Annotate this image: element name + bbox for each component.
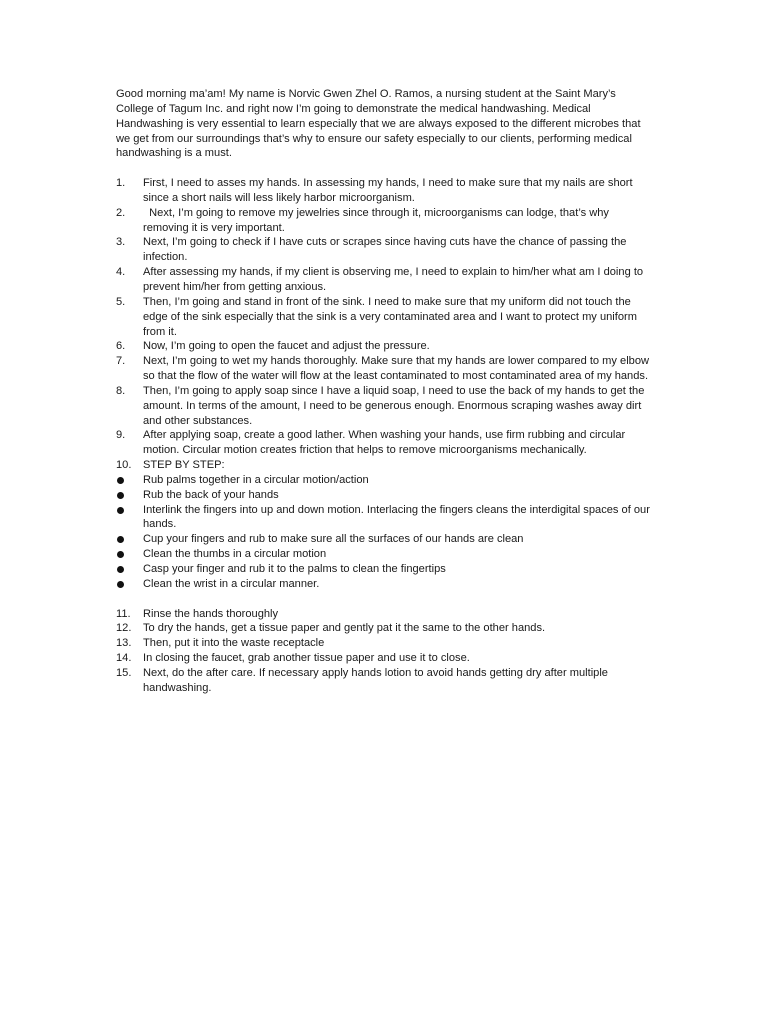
bullet-icon <box>117 581 124 588</box>
step-text: Next, do the after care. If necessary apply hands lotion to avoid hands getting dry after multiple handwashing. <box>143 666 608 694</box>
step-number: 5. <box>116 295 126 308</box>
list-item <box>116 562 656 577</box>
step-text: First, I need to asses my hands. In assessing my hands, I need to make sure that my nails are short since a short nails will less likely harbor microorganism. <box>143 177 633 204</box>
step-text: Then, put it into the waste receptacle <box>143 637 325 650</box>
step-text: STEP BY STEP: <box>143 459 225 472</box>
list-item <box>116 428 656 458</box>
list-item <box>116 206 656 236</box>
bullet-text: Rub palms together in a circular motion/action <box>143 473 369 486</box>
step-text: Next, I’m going to wet my hands thoroughly. Make sure that my hands are lower compared to my elbow so that the flow of the water will flow at the least contaminated to most contaminated area of my hands. <box>143 355 650 383</box>
step-text: Rinse the hands thoroughly <box>143 607 279 620</box>
list-item <box>116 621 656 636</box>
list-item <box>116 235 656 265</box>
list-item <box>116 607 656 622</box>
step-text: After applying soap, create a good lather. When washing your hands, use firm rubbing and circular motion. Circular motion creates friction that helps to remove microorganisms mechanically. <box>143 429 626 457</box>
list-item <box>116 295 656 340</box>
list-item <box>116 354 656 384</box>
step-number: 1. <box>116 177 126 190</box>
bullet-text: Interlink the fingers into up and down motion. Interlacing the fingers cleans the interdigital spaces of our hands. <box>143 503 650 531</box>
bullet-text: Cup your fingers and rub to make sure all the surfaces of our hands are clean <box>143 533 524 546</box>
bullet-icon <box>117 536 124 543</box>
list-item <box>116 532 656 547</box>
list-item <box>116 473 656 488</box>
step-text: To dry the hands, get a tissue paper and gently pat it the same to the other hands. <box>143 622 546 635</box>
step-number: 9. <box>116 429 126 442</box>
bullet-icon <box>117 566 124 573</box>
list-item <box>116 176 656 206</box>
list-item <box>116 547 656 562</box>
list-item <box>116 488 656 503</box>
step-number: 10. <box>116 459 132 472</box>
step-number: 12. <box>116 622 132 635</box>
step-text: Then, I’m going and stand in front of the sink. I need to make sure that my uniform did not touch the edge of the sink especially that the sink is a very contaminated area and I want to protect my uniform from it. <box>143 295 637 338</box>
list-item <box>116 636 656 651</box>
list-item <box>116 384 656 429</box>
bullet-icon <box>117 507 124 514</box>
step-text: Next, I’m going to remove my jewelries since through it, microorganisms can lodge, that’s why removing it is very important. <box>143 206 613 234</box>
step-number: 4. <box>116 266 126 279</box>
step-text: After assessing my hands, if my client is observing me, I need to explain to him/her what am I doing to prevent him/her from getting anxious. <box>143 266 644 293</box>
list-item <box>116 458 656 473</box>
step-number: 2. <box>116 206 126 219</box>
bullet-icon <box>117 551 124 558</box>
bullet-text: Clean the thumbs in a circular motion <box>143 548 327 561</box>
step-number: 11. <box>116 607 131 620</box>
list-item <box>116 666 656 696</box>
intro-paragraph: Good morning ma’am! My name is Norvic Gwen Zhel O. Ramos, a nursing student at the Saint Mary’s College of Tagum Inc. and right now I’m going to demonstrate the medical handwashing. Medical Handwashing is very essential to learn especially that we are always exposed to the different microbes that we get from our surroundings that’s why to ensure our safety especially to our clients, performing medical handwashing is a must. <box>116 88 641 160</box>
list-item <box>116 577 656 592</box>
document-page <box>116 87 656 696</box>
step-number: 13. <box>116 637 132 650</box>
spacer <box>116 592 656 607</box>
bullet-icon <box>117 492 124 499</box>
step-text: Then, I’m going to apply soap since I have a liquid soap, I need to use the back of my hands to get the amount. In terms of the amount, I need to be generous enough. Enormous scraping washes away dirt and other substances. <box>143 384 645 427</box>
step-number: 8. <box>116 384 126 397</box>
bullet-text: Rub the back of your hands <box>143 488 279 501</box>
list-item <box>116 503 656 533</box>
numbered-steps-list <box>116 176 656 473</box>
list-item <box>116 265 656 295</box>
step-text: In closing the faucet, grab another tissue paper and use it to close. <box>143 652 470 665</box>
step-number: 15. <box>116 666 132 679</box>
step-text: Now, I’m going to open the faucet and adjust the pressure. <box>143 340 430 353</box>
numbered-steps-list-continued <box>116 607 656 696</box>
bullet-text: Casp your finger and rub it to the palms to clean the fingertips <box>143 563 446 575</box>
bullet-text: Clean the wrist in a circular manner. <box>143 577 320 590</box>
step-number: 14. <box>116 652 132 665</box>
bullet-icon <box>117 477 124 484</box>
list-item <box>116 339 656 354</box>
step-number: 3. <box>116 236 126 249</box>
bullet-substeps-list <box>116 473 656 592</box>
step-number: 7. <box>116 355 126 368</box>
step-number: 6. <box>116 340 126 353</box>
list-item <box>116 651 656 666</box>
step-text: Next, I’m going to check if I have cuts or scrapes since having cuts have the chance of passing the infection. <box>143 236 627 264</box>
